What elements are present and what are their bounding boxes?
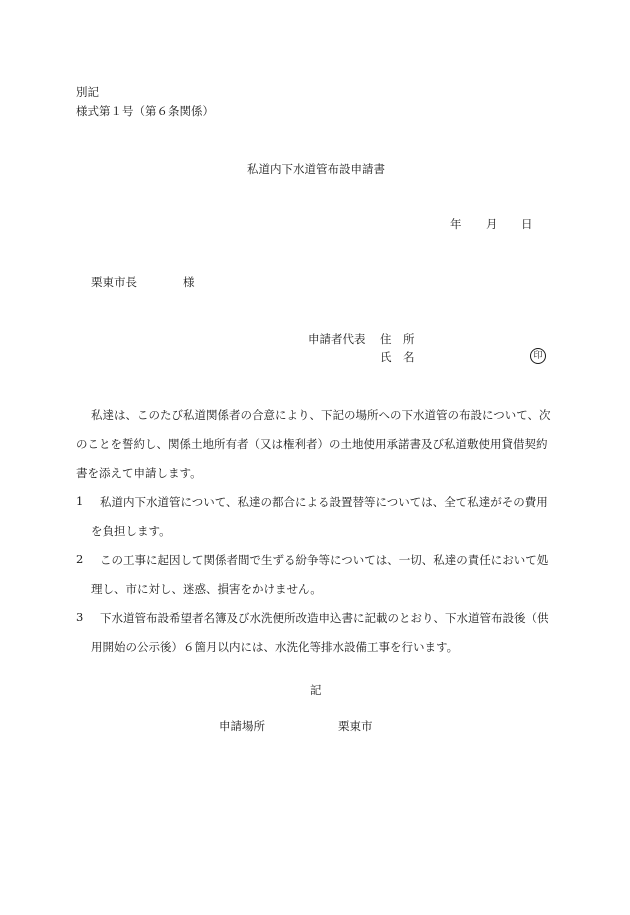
addressee-honorific: 様 <box>183 275 195 289</box>
document-title: 私道内下水道管布設申請書 <box>247 162 385 176</box>
addressee-name: 栗東市長 <box>91 275 137 289</box>
item-1-line-2: を負担します。 <box>91 524 171 538</box>
annex-label: 別記 <box>76 85 99 99</box>
date-day: 日 <box>521 217 533 231</box>
item-1-line-1: 私道内下水道管について、私達の都合による設置替等については、全て私達がその費用 <box>100 495 548 509</box>
item-2-number: 2 <box>76 552 84 566</box>
applicant-address-label: 住 所 <box>380 332 415 346</box>
location-value: 栗東市 <box>338 719 373 733</box>
intro-line-2: のことを誓約し、関係土地所有者（又は権利者）の土地使用承諾書及び私道敷使用貸借契約 <box>76 437 548 451</box>
form-number: 様式第１号（第６条関係） <box>76 104 214 118</box>
intro-line-3: 書を添えて申請します。 <box>76 466 202 480</box>
item-2-line-2: 理し、市に対し、迷惑、損害をかけません。 <box>91 582 322 596</box>
date-year: 年 <box>450 217 462 231</box>
item-3-line-2: 用開始の公示後）６箇月以内には、水洗化等排水設備工事を行います。 <box>91 640 459 654</box>
item-1-number: 1 <box>76 494 84 508</box>
intro-line-1: 私達は、このたび私道関係者の合意により、下記の場所への下水道管の布設について、次 <box>91 408 551 422</box>
applicant-name-label: 氏 名 <box>380 350 415 364</box>
seal-mark: 印 <box>530 348 546 364</box>
location-label: 申請場所 <box>219 719 265 733</box>
date-month: 月 <box>486 217 498 231</box>
applicant-label: 申請者代表 <box>308 332 366 346</box>
item-2-line-1: この工事に起因して関係者間で生ずる紛争等については、一切、私達の責任において処 <box>100 553 549 567</box>
item-3-line-1: 下水道管布設希望者名簿及び水洗便所改造申込書に記載のとおり、下水道管布設後（供 <box>100 611 549 625</box>
note-heading: 記 <box>310 683 322 697</box>
item-3-number: 3 <box>76 610 84 624</box>
